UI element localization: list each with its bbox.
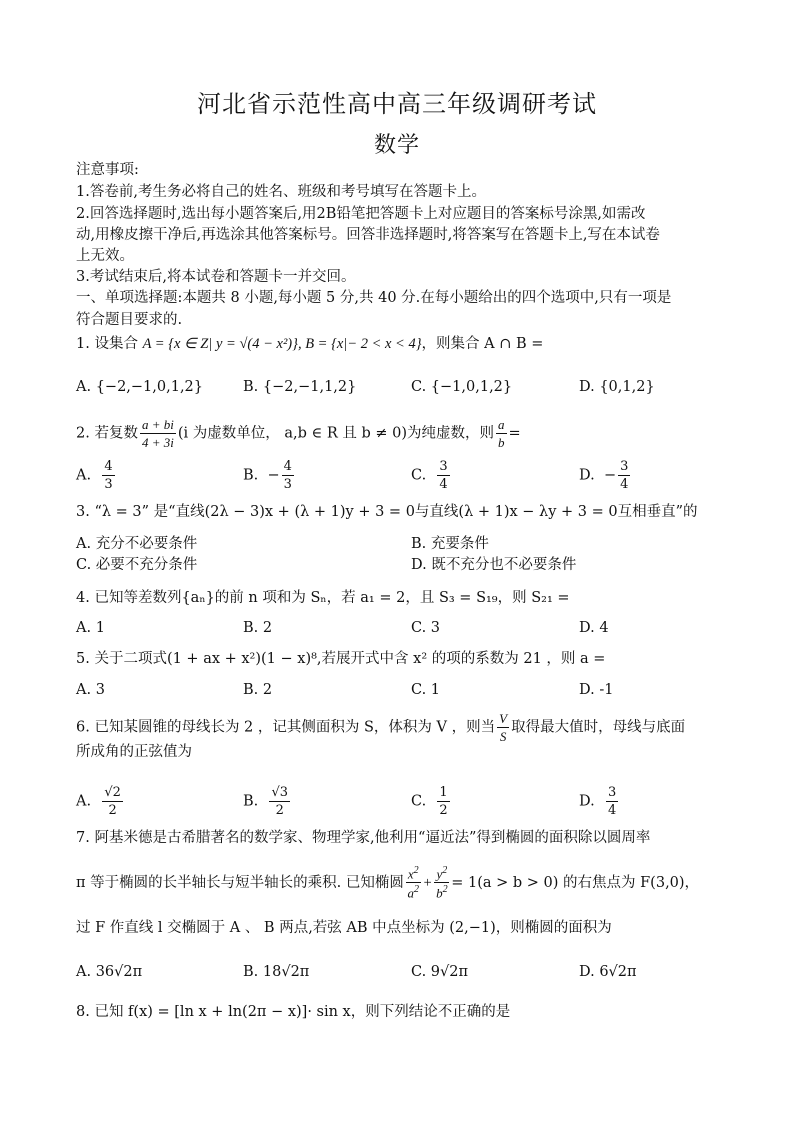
q7-line2-suffix: = 1(a > b > 0) 的右焦点为 F(3,0)， — [451, 874, 700, 891]
q2-ratio — [496, 418, 507, 449]
q7-option-b: B. 18√2π — [243, 964, 310, 980]
q2-frac-den: 4 + 3i — [141, 435, 174, 450]
subject-title: 数学 — [373, 133, 420, 158]
q4-option-b: B. 2 — [243, 620, 273, 636]
notice-item-2-cont: 动,用橡皮擦干净后,再选涂其他答案标号。回答非选择题时,将答案写在答题卡上,写在本试卷 — [76, 227, 660, 243]
q7-option-d: D. 6√2π — [579, 964, 637, 980]
question-3-stem: 3. “λ = 3” 是“直线(2λ − 3)x + (λ + 1)y + 3 = 0与直线(λ + 1)x − λy + 3 = 0互相垂直”的 — [76, 504, 698, 520]
notice-item-3: 3.考试结束后,将本试卷和答题卡一并交回。 — [76, 269, 356, 285]
q1-option-c: C. {−1,0,1,2} — [411, 379, 513, 395]
q6-fraction — [497, 712, 509, 743]
q2-prefix: 2. 若复数 — [76, 425, 138, 442]
q4-option-a: A. 1 — [76, 620, 105, 636]
question-7-line-1: 7. 阿基米德是古希腊著名的数学家、物理学家,他利用“逼近法”得到椭圆的面积除以圆周率 — [76, 830, 651, 846]
q6-frac-den: S — [499, 729, 507, 744]
q2-option-c: C. $\frac{3}{4}$ — [411, 459, 448, 492]
question-7-line-3: 过 F 作直线 l 交椭圆于 A 、 B 两点,若弦 AB 中点坐标为 (2,−1)，则椭圆的面积为 — [76, 920, 612, 936]
q1-option-b: B. {−2,−1,1,2} — [243, 379, 357, 395]
q2-frac-num: a + bi — [141, 417, 174, 432]
q2-option-b: B. − $\frac{4}{3}$ — [243, 459, 292, 492]
q7-ellipse-x-term: $\frac{x^2}{a^2}$ — [407, 865, 419, 901]
q7-line2-prefix: π 等于椭圆的长半轴长与短半轴长的乘积. 已知椭圆 — [76, 874, 404, 891]
q4-option-d: D. 4 — [579, 620, 609, 636]
q7-option-a: A. 36√2π — [76, 964, 143, 980]
question-4-stem: 4. 已知等差数列{aₙ}的前 n 项和为 Sₙ，若 a₁ = 2，且 S₃ = S₁₉，则 S₂₁ = — [76, 590, 570, 606]
notice-heading: 注意事项: — [76, 162, 139, 178]
q6-suffix: 取得最大值时，母线与底面 — [511, 719, 686, 736]
q2-fraction — [140, 418, 176, 449]
q2-ratio-num: a — [498, 417, 505, 432]
q5-option-c: C. 1 — [411, 682, 441, 698]
q6-option-d: D. $\frac{3}{4}$ — [579, 785, 617, 818]
q5-option-a: A. 3 — [76, 682, 105, 698]
q1-set-a: A = {x ∈ Z| y = √(4 − x²)} — [142, 336, 298, 352]
q5-option-d: D. -1 — [579, 682, 614, 698]
q4-option-c: C. 3 — [411, 620, 441, 636]
q1-suffix: ，则集合 A ∩ B = — [421, 336, 544, 352]
q6-prefix: 6. 已知某圆锥的母线长为 2 ，记其侧面积为 S，体积为 V ，则当 — [76, 719, 496, 736]
question-1-stem — [76, 334, 724, 354]
q2-option-a: A. $\frac{4}{3}$ — [76, 459, 113, 492]
q6-option-b: B. $\frac{√3}{2}$ — [243, 785, 289, 818]
q3-option-d: D. 既不充分也不必要条件 — [411, 557, 577, 573]
notice-item-2: 2.回答选择题时,选出每小题答案后,用2B铅笔把答题卡上对应题目的答案标号涂黑,如需改 — [76, 206, 646, 222]
exam-title: 河北省示范性高中高三年级调研考试 — [197, 90, 597, 118]
notice-item-2-cont2: 上无效。 — [76, 248, 134, 264]
question-8-stem: 8. 已知 f(x) = [ln x + ln(2π − x)]· sin x，则下列结论不正确的是 — [76, 1004, 511, 1020]
section-intro: 一、单项选择题:本题共 8 小题,每小题 5 分,共 40 分.在每小题给出的四个选项中,只有一项是 — [76, 290, 672, 306]
q2-option-d: D. − $\frac{3}{4}$ — [579, 459, 629, 492]
q7-option-c: C. 9√2π — [411, 964, 469, 980]
notice-item-1: 1.答卷前,考生务必将自己的姓名、班级和考号填写在答题卡上。 — [76, 184, 486, 200]
q2-suffix: = — [508, 425, 521, 442]
q5-option-b: B. 2 — [243, 682, 273, 698]
q3-option-b: B. 充要条件 — [411, 536, 489, 552]
q1-set-b: , B = {x|− 2 < x < 4} — [297, 336, 422, 352]
q6-option-a: A. $\frac{√2}{2}$ — [76, 785, 121, 818]
q6-frac-num: V — [499, 711, 508, 726]
q2-ratio-den: b — [498, 435, 505, 450]
question-7-line-2: π 等于椭圆的长半轴长与短半轴长的乘积. 已知椭圆 $\frac{x^2}{a^2}$ + $\frac{y^2}{b^2}$ = 1(a > b > 0) 的右焦点为 F(3,0)， — [76, 865, 700, 901]
q3-option-a: A. 充分不必要条件 — [76, 536, 198, 552]
q2-mid: (i 为虚数单位， a,b ∈ R 且 b ≠ 0)为纯虚数，则 — [177, 425, 495, 442]
question-2-stem — [76, 418, 724, 449]
question-6-stem-cont: 所成角的正弦值为 — [76, 744, 192, 760]
q1-prefix: 1. 设集合 — [76, 336, 138, 352]
q6-option-c: C. $\frac{1}{2}$ — [411, 785, 448, 818]
q1-option-a: A. {−2,−1,0,1,2} — [76, 379, 204, 395]
q1-option-d: D. {0,1,2} — [579, 379, 655, 395]
q3-option-c: C. 必要不充分条件 — [76, 557, 198, 573]
section-intro-cont: 符合题目要求的. — [76, 312, 183, 328]
question-6-stem — [76, 712, 724, 743]
q7-ellipse-y-term: $\frac{y^2}{b^2}$ — [436, 865, 448, 901]
question-5-stem: 5. 关于二项式(1 + ax + x²)(1 − x)⁸,若展开式中含 x² 的项的系数为 21 ，则 a = — [76, 651, 606, 667]
